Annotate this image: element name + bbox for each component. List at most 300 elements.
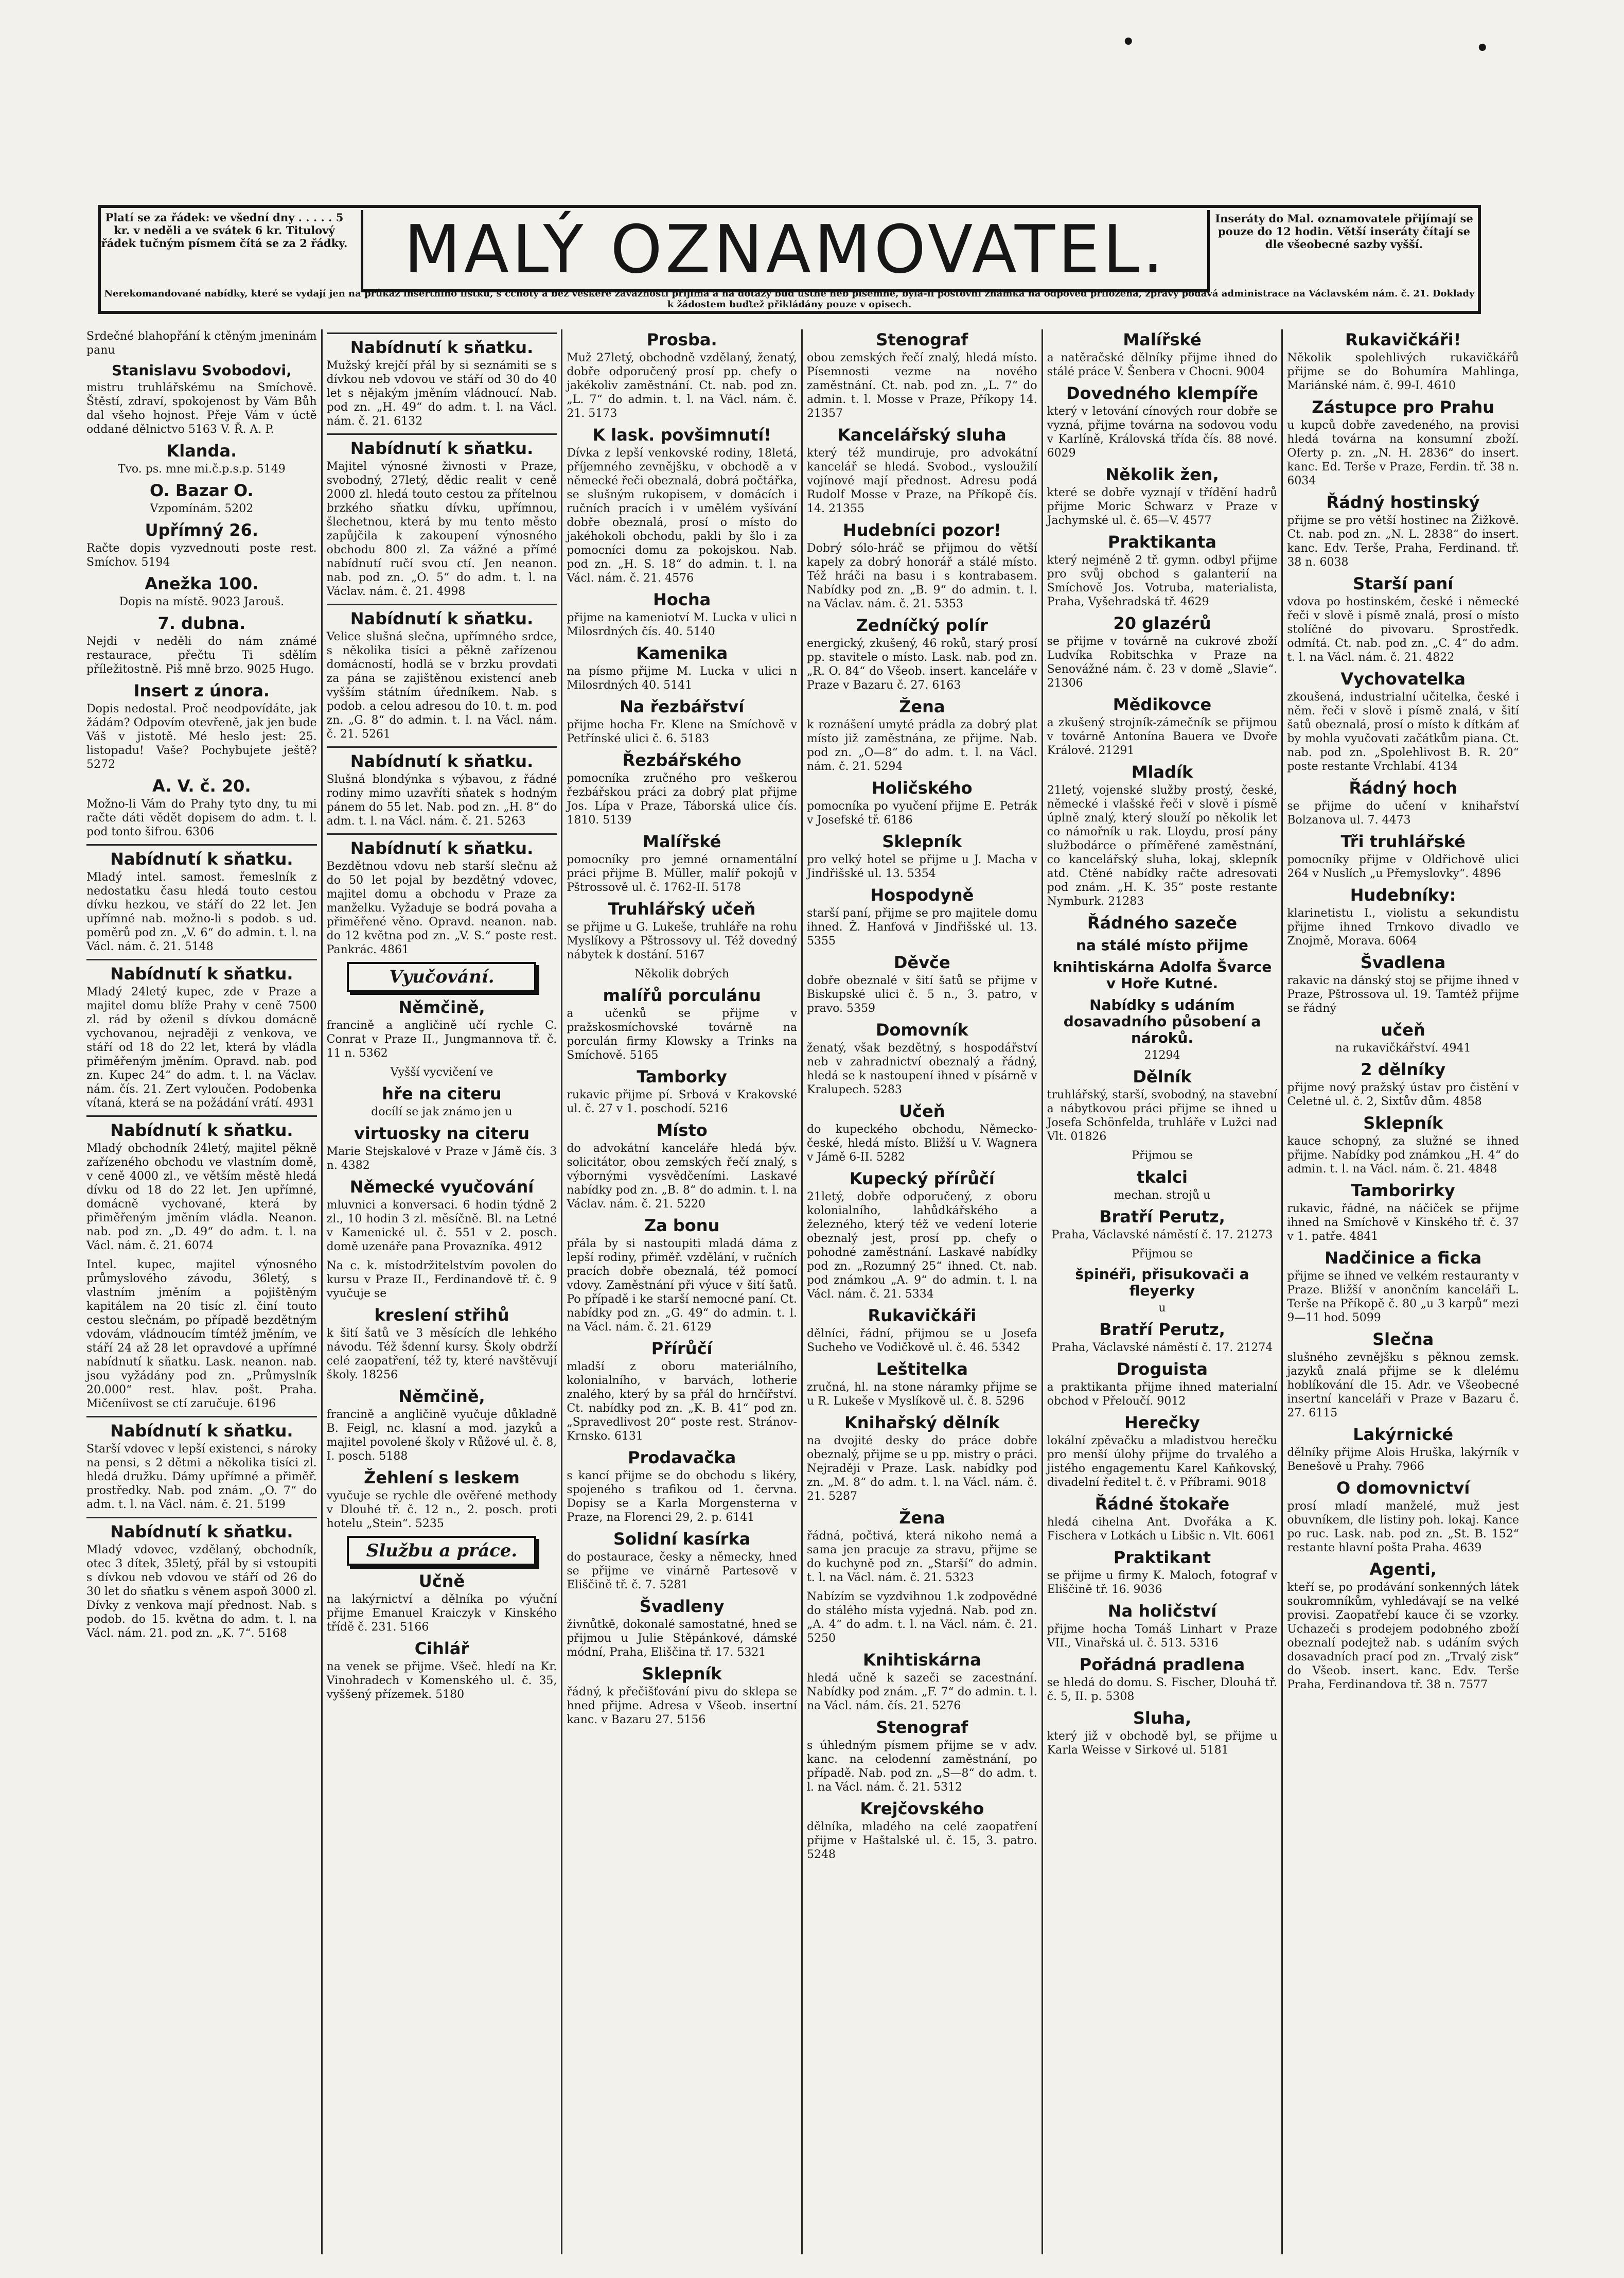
classified-ad — [1047, 1067, 1278, 1144]
classified-ad — [807, 1590, 1037, 1645]
classified-ad — [1047, 1320, 1278, 1355]
ad-heading: Holičského — [872, 778, 973, 798]
ad-text: se přijme u G. Lukeše, truhláře na rohu Myslíkovy a Pštrossovy ul. Též dovedný nábytek k dostání. 5167 — [567, 921, 797, 961]
classified-ad — [807, 1413, 1037, 1503]
classified-ad — [807, 1169, 1037, 1301]
ad-text: řádná, počtivá, která nikoho nemá a sama jen pracuje za stravu, přijme se do kuchyně pod zn. „Starší“ do admin. t. l. na Václ. nám. č. 21. 5323 — [807, 1530, 1037, 1584]
ad-text: pro velký hotel se přijme u J. Macha v Jindřišské ul. 13. 5354 — [807, 853, 1037, 880]
ad-heading: Krejčovského — [860, 1799, 984, 1818]
classified-ad — [807, 1651, 1037, 1713]
ad-heading: Nabídnutí k sňatku. — [110, 1421, 293, 1441]
classified-ad — [1047, 695, 1278, 758]
ad-text: s úhledným písmem přijme se v adv. kanc. na celodenní zaměstnání, po případě. Nab. pod zn. „S—8“ do adm. t. l. na Václ. nám. č. 21. 5312 — [807, 1739, 1037, 1794]
ad-heading: Cihlář — [414, 1639, 469, 1658]
ad-heading: Nabídnutí k sňatku. — [110, 1522, 293, 1541]
ad-heading: Učně — [418, 1571, 465, 1591]
classified-ad — [567, 986, 797, 1062]
ad-column — [803, 329, 1043, 2254]
ad-text: přála by si nastoupiti mladá dáma z lepší rodiny, přiměř. vzdělání, v ručních pracích dobře obeznalá, též pomocí vdovy. Zaměstnání při výuce v šití šatů. Po případě i ke starší nemocné paní. Ct. nabídky pod zn. „G. 49“ do admin. t. l. na Václ. nám. č. 21. 6129 — [567, 1237, 797, 1334]
ad-heading: Herečky — [1124, 1413, 1201, 1432]
classified-ad — [327, 1124, 557, 1172]
classified-ad — [567, 330, 797, 420]
ad-heading: Nabídky s udáním dosavadního působení a nároků. — [1063, 996, 1261, 1046]
ad-heading: špinéři, přisukovači a fleyerky — [1075, 1266, 1249, 1299]
ad-text: Několik spolehlivých rukavičkářů přijme se do Bohumíra Mahlinga, Mariánské nám. č. 99-I. 4610 — [1287, 352, 1519, 392]
classified-ad — [327, 338, 557, 428]
ad-heading: Žehlení s leskem — [364, 1468, 520, 1487]
ad-text: Praha, Václavské náměstí č. 17. 21273 — [1051, 1229, 1273, 1241]
ad-text: a učenků se přijme v pražskosmíchovské továrně na porculán firmy Klowsky a Trinks na Smíchově. 5165 — [567, 1007, 797, 1062]
ad-text: u — [1158, 1302, 1166, 1315]
classified-ad — [807, 1306, 1037, 1355]
classified-ad — [807, 1360, 1037, 1408]
classified-ad — [1287, 1249, 1519, 1325]
ad-text: dobře obeznalé v šití šatů se přijme v Biskupské ulici č. 5 n., 3. patro, v pravo. 5359 — [807, 974, 1037, 1015]
classified-ad — [1287, 670, 1519, 774]
classified-ad — [1287, 1114, 1519, 1176]
ad-heading: Kamenika — [636, 643, 728, 663]
ad-heading: Hospodyně — [870, 885, 974, 905]
ad-text: pomocníky přijme v Oldřichově ulici 264 v Nuslích „u Přemyslovky“. 4896 — [1287, 853, 1519, 880]
ad-text: Praha, Václavské náměstí č. 17. 21274 — [1051, 1341, 1273, 1354]
ad-heading: Bratří Perutz, — [1099, 1207, 1225, 1226]
ad-text: a praktikanta přijme ihned materialní obchod v Přeloučí. 9012 — [1047, 1381, 1278, 1408]
ad-heading: Nabídnutí k sňatku. — [110, 849, 293, 869]
ad-heading: Hocha — [653, 590, 711, 609]
classified-ad — [327, 1639, 557, 1702]
classified-ad — [327, 752, 557, 828]
ad-heading: Rukavičkáři — [868, 1306, 977, 1325]
ad-text: Dobrý sólo-hráč se přijmou do větší kapely za dobrý honorář a stálé místo. Též hráči na basu i s kontrabasem. Nabídky pod zn. „B. 9“ do admin. t. l. na Václav. nám. č. 21. 5353 — [807, 542, 1037, 610]
classified-ad — [567, 644, 797, 692]
classified-ad — [86, 1258, 317, 1411]
classified-ad — [807, 330, 1037, 420]
classified-ad — [327, 609, 557, 741]
corner-mark-top: • — [1122, 30, 1135, 54]
ad-text: obou zemských řečí znalý, hledá místo. Písemnosti vezme na nového zaměstnání. Ct. nab. pod zn. „L. 7“ do admin. t. l. Mosse v Praze, Příkopy 14. 21357 — [807, 352, 1037, 420]
ad-divider — [327, 332, 557, 334]
ad-heading: Starší paní — [1353, 574, 1454, 593]
classified-ad — [86, 965, 317, 1110]
ad-heading: Švadleny — [639, 1597, 725, 1616]
classified-ad — [567, 590, 797, 639]
classified-ad — [1287, 1560, 1519, 1692]
classified-ad — [327, 1065, 557, 1079]
classified-ad — [567, 1339, 797, 1443]
ad-heading: Insert z února. — [133, 681, 270, 700]
classified-ad — [1047, 533, 1278, 609]
ad-text: hledá cihelna Ant. Dvořáka a K. Fischera v Lotkách u Libšic n. Vlt. 6061 — [1047, 1516, 1278, 1543]
classified-ad — [327, 839, 557, 957]
ad-text: 21letý, vojenské služby prostý, české, německé i vlašské řeči v slově i písmě úplně znalý, který slouží po několik let co námořník u rak. Lloydu, prosí pány službodárce o příměřené zaměstnání, co kancelářský sluha, lokaj, sklepník atd. Ctěné nabídky račte adresovati pod znám. „H. K. 35“ poste restante Nymburk. 21283 — [1047, 784, 1278, 908]
ad-text: vdova po hostinském, české i německé řeči v slově i písmě znalá, prosí o místo stolíčné do pivovaru. Sprostředk. odmítá. Ct. nab. pod zn. „C. 4“ do adm. t. l. na Václ. nám. č. 21. 4822 — [1287, 595, 1519, 664]
ad-heading: Žena — [899, 697, 945, 716]
ad-text: který též mundiruje, pro advokátní kancelář se hledá. Svobod., vysloužilí vojínové mají přednost. Adresu podá Rudolf Mosse v Praze, na Příkopě čís. 14. 21355 — [807, 447, 1037, 515]
ad-divider — [327, 833, 557, 835]
ad-heading: Sklepník — [642, 1664, 722, 1684]
ad-heading: Malířské — [642, 832, 721, 851]
classified-ad — [807, 426, 1037, 516]
classified-ad — [567, 1216, 797, 1334]
ad-heading: Nabídnutí k sňatku. — [110, 964, 293, 984]
ad-text: Na c. k. místodržitelstvím povolen do kursu v Praze II., Ferdinandově tř. č. 9 vyučuje se — [326, 1259, 557, 1300]
ad-divider — [86, 959, 317, 960]
ad-column — [1283, 329, 1523, 2254]
classified-ad — [807, 697, 1037, 774]
ad-text: Bezdětnou vdovu neb starší slečnu až do 50 let pojal by bezdětný vdovec, majitel domu a obchodu v Praze za manželku. Vyžaduje se bodrá povaha a přiměřené věno. Opravd. neanon. nab. do 12 května pod zn. „V. S.“ poste rest. Pankrác. 4861 — [326, 860, 557, 956]
ad-heading: Stenograf — [876, 1718, 968, 1737]
ad-text: který již v obchodě byl, se přijme u Karla Weisse v Sirkové ul. 5181 — [1047, 1730, 1278, 1757]
ad-text: přijme hocha Tomáš Linhart v Praze VII., Vinařská ul. č. 513. 5316 — [1047, 1623, 1278, 1650]
ad-text: truhlářský, starší, svobodný, na stavební a nábytkovou práci přijme se ihned u Josefa Schönfelda, truhláře v Lužci nad Vlt. 01826 — [1047, 1089, 1278, 1143]
ad-column — [562, 329, 803, 2254]
classified-ad — [807, 1799, 1037, 1862]
ad-heading: Praktikant — [1113, 1548, 1211, 1567]
ad-text: klarinetistu I., violistu a sekundistu přijme ihned Trnkovo divadlo ve Znojmě, Morava. 6064 — [1287, 907, 1519, 948]
classified-ad — [807, 1021, 1037, 1097]
ad-heading: Hudebníci pozor! — [842, 520, 1001, 540]
ad-text: Mladý vdovec, vzdělaný, obchodník, otec 3 dítek, 35letý, přál by si vstoupiti s dívkou neb vdovou ve stáří od 26 do 30 let do sňatku s věnem aspoň 3000 zl. Dívky z venkova mají přednost. Nab. s podob. do 15. května do adm. t. l. na Václ. nám. 21. pod zn. „K. 7“. 5168 — [86, 1544, 317, 1640]
classified-ad — [1287, 1479, 1519, 1555]
ad-text: Nabízím se vyzdvihnou 1.k zodpovědné do stálého místa vyjedná. Nab. pod zn. „A. 4“ do adm. t. l. na Václ. nám. č. 21. 5250 — [807, 1590, 1037, 1645]
ad-heading: Nabídnutí k sňatku. — [350, 439, 534, 458]
ad-text: který v letování cínových rour dobře se vyzná, přijme továrna na sodovou vodu v Karlíně, Královská třída čís. 88 nové. 6029 — [1047, 405, 1278, 460]
ad-text: Přijmou se — [1132, 1149, 1193, 1162]
ad-text: zkoušená, industrialní učitelka, české i něm. řeči v slově i písmě znalá, v šití šatů obeznalá, prosí o místo k dítkám ať by mohla vyučovati začátkům piana. Ct. nab. pod zn. „Spolehlivost B. R. 20“ poste restante Vrchlabí. 4134 — [1287, 691, 1519, 773]
classified-ad — [1287, 886, 1519, 948]
ad-heading: Mladík — [1131, 762, 1193, 782]
ad-heading: Řádné štokaře — [1095, 1494, 1230, 1514]
ad-text: na písmo přijme M. Lucka v ulici n Milosrdných 40. 5141 — [567, 665, 797, 692]
classified-ad — [807, 1509, 1037, 1585]
classified-ad — [86, 481, 317, 516]
classified-ad — [86, 681, 317, 772]
ad-text: Račte dopis vyzvednouti poste rest. Smíchov. 5194 — [86, 542, 317, 569]
classified-ad — [1287, 574, 1519, 664]
classified-ad — [1287, 330, 1519, 393]
ad-heading: Rukavičkáři! — [1345, 330, 1461, 349]
classified-ad — [1047, 1168, 1278, 1202]
ad-text: k roznášení umyté prádla za dobrý plat místo již zaměstnána, ze přijme. Nab. pod zn. „O—8“ do adm. t. l. na Václ. nám. č. 21. 5294 — [807, 719, 1037, 773]
classified-ad — [86, 1121, 317, 1253]
classified-ad — [807, 521, 1037, 611]
classified-ad — [1047, 1495, 1278, 1543]
corner-mark-right: • — [1476, 36, 1489, 60]
classified-ad — [1047, 1602, 1278, 1650]
ad-heading: na stálé místo přijme — [1076, 937, 1248, 954]
ad-text: Mužský krejčí přál by si seznámiti se s dívkou neb vdovou ve stáří od 30 do 40 let s nějakým jměním vládnoucí. Nab. pod zn. „H. 49“ do adm. t. l. na Václ. nám. č. 21. 6132 — [326, 359, 557, 428]
classified-ad — [327, 1259, 557, 1301]
ad-text: přijme hocha Fr. Klene na Smíchově v Petřínské ulici č. 6. 5183 — [567, 719, 797, 745]
classified-ad — [807, 886, 1037, 948]
ad-text: a natěračské dělníky přijme ihned do stálé práce V. Šenbera v Chocni. 9004 — [1047, 352, 1278, 378]
classified-ad — [1047, 465, 1278, 528]
classified-ad — [1287, 1181, 1519, 1243]
ad-text: pomocníka po vyučení přijme E. Petrák v Josefské tř. 6186 — [807, 800, 1037, 827]
ad-heading: Přírůčí — [651, 1339, 713, 1358]
classified-ad — [567, 1121, 797, 1211]
ad-text: se přijme u firmy K. Maloch, fotograf v Eliščině tř. 16. 9036 — [1047, 1569, 1278, 1596]
ad-text: se hledá do domu. S. Fischer, Dlouhá tř. č. 5, II. p. 5308 — [1047, 1676, 1278, 1703]
classified-ad — [1287, 1330, 1519, 1420]
ad-heading: Knihtiskárna — [862, 1650, 981, 1670]
classified-ad — [1287, 493, 1519, 569]
ad-text: Několik dobrých — [634, 968, 730, 980]
ad-heading: knihtiskárna Adolfa Švarce v Hoře Kutné. — [1052, 958, 1272, 992]
classified-ad — [86, 362, 317, 436]
ad-text: na venek se přijme. Všeč. hledí na Kr. Vinohradech v Komenského ul. č. 35, vyššený přízemek. 5180 — [326, 1660, 557, 1701]
classified-ad — [567, 1530, 797, 1592]
classified-ad — [567, 900, 797, 962]
ad-text: Mladý 24letý kupec, zde v Praze a majitel domu blíže Prahy v ceně 7500 zl. rád by oženil s dívkou domácně vychovanou, nejraději z venkova, ve stáří od 18 do 22 let, která by vládla přiměřeným jměním. Opravd. nab. pod zn. Kupec 24“ do adm. t. l. na Václav. nám. čís. 21. Zert vyloučen. Podobenka vítaná, která se na požádání vrátí. 4931 — [86, 986, 317, 1110]
classified-ad — [1047, 614, 1278, 690]
ad-heading: Kancelářský sluha — [837, 425, 1007, 445]
ad-text: Vzpomínám. 5202 — [150, 502, 254, 515]
ad-divider — [86, 1416, 317, 1417]
ad-text: mladší z oboru materiálního, kolonialního, v barvách, lotherie znalého, který by sa přál do hrnčířství. Ct. nabídky pod zn. „K. B. 41“ pod zn. „Spravedlivost 20“ poste rest. Stránov-Krnsko. 6131 — [567, 1360, 797, 1443]
ad-heading: Tamborky — [637, 1067, 727, 1087]
ad-text: Majitel výnosné živnosti v Praze, svobodný, 27letý, dědic realit v ceně 2000 zl. hledá touto cestou za přítelnou brzkého sňatku dívku, upřímnou, šlechetnou, která by mu tento město zapůjčila k zakoupení výnosného obchodu 800 zl. Za vážné a přímé nabídnutí ručí svou ctí. Jen neanon. nab. pod zn. „O. 5“ do adm. t. l. na Václav. nám. č. 21. 4998 — [326, 460, 557, 598]
ad-text: francině a angličině učí rychle C. Conrat v Praze II., Jungmannova tř. č. 11 n. 5362 — [326, 1019, 557, 1060]
ad-text: na rukavičkářství. 4941 — [1335, 1042, 1471, 1055]
ad-heading: tkalci — [1136, 1167, 1188, 1187]
ad-heading: Lakýrnické — [1353, 1425, 1454, 1444]
ad-text: rakavic na dánský stoj se přijme ihned v Praze, Pštrossova ul. 19. Tamtéž přijme se řádný — [1287, 974, 1519, 1015]
ad-heading: malířů porculánu — [603, 986, 761, 1005]
ad-text: do kupeckého obchodu, Německo-české, hledá místo. Bližší u V. Wagnera v Jámě 6-II. 5282 — [807, 1123, 1037, 1164]
section-heading-box: Vyučování. — [347, 962, 536, 992]
ad-text: ženatý, však bezdětný, s hospodářství neb v zahradnictví obeznalý a řádný, hledá se k nastoupení ihned v písárně v Kralupech. 5283 — [807, 1042, 1037, 1096]
ad-heading: učeň — [1381, 1020, 1425, 1040]
ad-text: přijme se ihned ve velkém restauranty v Praze. Bližší v anončním kanceláři L. Terše na Příkopě č. 80 „u 3 karpů“ mezi 9—11 hod. 5099 — [1287, 1270, 1519, 1324]
ad-text: mistru truhlářskému na Smíchově. Štěstí, zdraví, spokojenost by Vám Bůh dal všeho hojnost. Přeje Vám v úctě oddané dělnictvo 5163 V. Ř. A. P. — [86, 381, 317, 436]
ad-heading: Pořádná pradlena — [1079, 1655, 1245, 1674]
classified-ad — [86, 574, 317, 609]
ad-heading: Nadčinice a ficka — [1325, 1248, 1482, 1268]
classified-ad — [86, 442, 317, 476]
ad-text: Velice slušná slečna, upřímného srdce, s několika tisíci a pěkně zařízenou domácností, hodlá se v brzku provdati za pána se zajištěnou existencí aneb vyšším státním úředníkem. Nab. s podob. a celou adresou do 10. t. m. pod zn. „G. 8“ do admin. t. l. na Václ. nám. č. 21. 5261 — [326, 630, 557, 741]
ad-text: 21letý, dobře odporučený, z oboru kolonialního, lahůdkářského a železného, který též ve vedení loterie obeznalý jest, prosí pp. chefy o pohodné zaměstnání. Laskavé nabídky pod zn. „Rozumný 25“ ihned. Ct. nab. pod známkou „A. 9“ do admin. t. l. na Václ. nám. č. 21. 5334 — [807, 1190, 1037, 1301]
ad-text: Slušná blondýnka s výbavou, z řádné rodiny mimo uzavříti sňatek s hodným pánem do 55 let. Nab. pod zn. „H. 8“ do adm. t. l. na Václ. nám. č. 21. 5263 — [326, 773, 557, 828]
ad-text: přijme se pro větší hostinec na Žižkově. Ct. nab. pod zn. „N. L. 2838“ do insert. kanc. Edv. Terše, Praha, Ferdinand. tř. 38 n. 6038 — [1287, 514, 1519, 569]
ad-divider — [327, 604, 557, 605]
ad-text: Přijmou se — [1132, 1248, 1193, 1260]
classified-ad — [807, 832, 1037, 881]
ad-divider — [86, 1115, 317, 1117]
ad-text: Mladý obchodník 24letý, majitel pěkně zařízeného obchodu ve vlastním domě, v ceně 4000 zl., ve větším městě hledá dívku od 18 do 22 let. Jen upřímné, domácně vychované, která by přiměřeným jměním vládla. Neanon. nab. pod zn. „D. 49“ do adm. t. l. na Václ. nám. č. 21. 6074 — [86, 1142, 317, 1252]
classified-ad — [1287, 1425, 1519, 1474]
classified-ad — [567, 751, 797, 827]
classified-ad — [1047, 1655, 1278, 1704]
ad-text: zručná, hl. na stone náramky přijme se u R. Lukeše v Myslíkově ul. č. 8. 5296 — [807, 1381, 1037, 1408]
ad-text: a zkušený strojník-zámečník se přijmou v továrně Antonína Bauera ve Dvoře Králové. 21291 — [1047, 716, 1278, 757]
ad-text: Mladý intel. samost. řemeslník z nedostatku času hledá touto cestou dívku hezkou, ve stáří do 22 let. Jen upřímné nab. možno-li s podob. s ud. poměrů pod zn. „V. 6“ do admin. t. l. na Václ. nám. č. 21. 5148 — [86, 871, 317, 953]
ad-divider — [86, 844, 317, 846]
ad-text: starší paní, přijme se pro majitele domu ihned. Ž. Hanfová v Jindřišské ul. 13. 5355 — [807, 907, 1037, 948]
ad-heading: Učeň — [899, 1101, 945, 1121]
ad-text: Možno-li Vám do Prahy tyto dny, tu mi račte dáti vědět dopisem do adm. t. l. pod tonto šifrou. 6306 — [86, 798, 317, 838]
ad-text: rukavic přijme pí. Srbová v Krakovské ul. č. 27 v 1. poschodí. 5216 — [567, 1089, 797, 1115]
ad-heading: Solidní kasírka — [613, 1529, 751, 1549]
ad-text: se přijme do učení v knihařství Bolzanova ul. 7. 4473 — [1287, 800, 1519, 827]
classified-ad — [327, 1306, 557, 1382]
masthead-box — [98, 205, 1481, 314]
ad-text: Tvo. ps. mne mi.č.p.s.p. 5149 — [117, 463, 286, 476]
section-heading-box: Službu a práce. — [347, 1536, 536, 1566]
ad-heading: Klanda. — [166, 441, 237, 461]
ad-text: vyučuje se rychle dle ověřené methody v Dlouhé tř. č. 12 n., 2. posch. proti hotelu „Stein“. 5235 — [326, 1490, 557, 1530]
ad-heading: Nabídnutí k sňatku. — [350, 338, 534, 357]
classified-ad — [86, 614, 317, 676]
ad-heading: Zástupce pro Prahu — [1312, 397, 1495, 417]
ad-heading: K lask. povšimnutí! — [592, 425, 771, 445]
ad-text: na dvojité desky do práce dobře obeznalý, přijme se u pp. mistry o práci. Nejraději v Praze. Lask. nabídky pod zn. „M. 8“ do adm. t. l. na Václ. nám. č. 21. 5287 — [807, 1434, 1037, 1503]
ad-heading: Domovník — [875, 1020, 968, 1040]
classified-ad — [1047, 937, 1278, 954]
ad-heading: Švadlena — [1360, 953, 1446, 972]
ad-heading: kreslení střihů — [374, 1305, 509, 1325]
classified-ad — [807, 1718, 1037, 1794]
ad-text: francině a angličině vyučuje důkladně B. Feigl, nc. klasní a mod. jazyků a majitel povolené školy v Růžové ul. č. 8, I. posch. 5188 — [326, 1408, 557, 1463]
ad-column — [82, 329, 323, 2254]
ad-text: slušného zevnějšku s pěknou zemsk. jazyků znalá přijme se k dlelému hoblíkování dle 15. Adr. ve Všeobecné insertní kanceláři v Praze v Bazaru č. 27. 6115 — [1287, 1351, 1519, 1420]
classified-ad — [86, 329, 317, 357]
classified-ad — [1047, 1709, 1278, 1757]
ad-heading: 20 glazérů — [1113, 614, 1211, 633]
classified-ad — [86, 1522, 317, 1640]
ad-heading: Za bonu — [644, 1216, 720, 1235]
classified-ad — [1047, 1149, 1278, 1163]
ad-column — [323, 329, 563, 2254]
classified-ad — [1047, 997, 1278, 1062]
ad-text: se přijme v továrně na cukrové zboží Ludvíka Robitschka v Praze na Senovážné nám. č. 23 v domě „Slavie“. 21306 — [1047, 635, 1278, 690]
classified-ad — [1047, 1207, 1278, 1242]
ad-heading: Sklepník — [1363, 1113, 1443, 1133]
ad-heading: Dělník — [1133, 1067, 1192, 1087]
classified-ad — [807, 779, 1037, 827]
ad-text: který nejméně 2 tř. gymn. odbyl přijme pro svůj obchod s galanterií na Smíchově Jos. Votruba, materialista, Praha, Vyšehradská tř. 4629 — [1047, 554, 1278, 608]
classified-ad — [1047, 1548, 1278, 1597]
classified-ad — [567, 426, 797, 585]
classified-ad — [327, 1178, 557, 1254]
classified-ad — [807, 953, 1037, 1015]
ad-text: u kupců dobře zavedeného, na provisi hledá továrna na konsumní zboží. Oferty p. zn. „N. H. 2836“ do insert. kanc. Ed. Terše v Praze, Ferdin. tř. 38 n. 6034 — [1287, 419, 1519, 487]
ad-heading: Stanislavu Svobodovi, — [111, 362, 292, 379]
classified-ad — [567, 1067, 797, 1116]
insertion-note: Inseráty do Mal. oznamovatele přijímají se pouze do 12 hodin. Větší inseráty čítají se dle všeobecné sazby vyšší. — [1215, 212, 1473, 251]
ad-heading: Nabídnutí k sňatku. — [110, 1120, 293, 1140]
ad-heading: Řádný hoch — [1349, 778, 1457, 798]
ad-text: živnůtkě, dokonalé samostatné, hned se přijmou u Julie Stěpánkové, dámské módní, Praha, Eliščina tř. 17. 5321 — [567, 1618, 797, 1659]
classified-ad — [567, 697, 797, 746]
ad-text: Marie Stejskalové v Praze v Jámě čís. 3 n. 4382 — [326, 1145, 557, 1172]
ad-text: mluvnici a konversaci. 6 hodin týdně 2 zl., 10 hodin 3 zl. měsíčně. Bl. na Letné v Kamenické ul. č. 551 v 2. posch. domě uzenáře pana Provazníka. 4912 — [326, 1199, 557, 1253]
classified-ad — [327, 1387, 557, 1463]
ad-text: přijme nový pražský ústav pro čistění v Celetné ul. č. 2, Sixtův dům. 4858 — [1287, 1081, 1519, 1108]
ad-text: přijme na kameniotví M. Lucka v ulici n Milosrdných čís. 40. 5140 — [567, 611, 797, 638]
ad-text: 21294 — [1144, 1049, 1180, 1062]
ad-text: Vyšší vycvičení ve — [390, 1066, 493, 1079]
classified-ad — [567, 1664, 797, 1727]
ad-heading: Místo — [656, 1120, 708, 1140]
ad-heading: Řádného sazeče — [1087, 913, 1238, 933]
classified-ad — [1047, 914, 1278, 932]
ad-heading: Bratří Perutz, — [1099, 1320, 1225, 1339]
ad-text: rukavic, řádné, na náčiček se přijme ihned na Smíchově v Kinského tř. č. 37 v 1. patře. 4841 — [1287, 1202, 1519, 1243]
ad-heading: Řezbářského — [622, 750, 742, 770]
classified-ad — [86, 850, 317, 954]
ad-heading: Malířské — [1123, 330, 1202, 349]
ad-text: Nejdi v neděli do nám známé restaurace, přečtu Ti sdělím příležitostně. Piš mně brzo. 9025 Hugo. — [86, 635, 317, 676]
ad-text: Intel. kupec, majitel výnosného průmyslového závodu, 36letý, s vlastním jměním a pojištěným kapitálem na 20 tisíc zl. činí touto cestou slečnám, po případě bezdětným vdovám, vládnoucím tímtéž jměním, ve stáří 24 až 28 let opravdové a upřímné nabídnutí k sňatku. Lask. neanon. nab. jsou vyžádány pod zn. „Průmyslník 20.000“ rest. hlav. pošt. Praha. Mičeníivost se ctí zaručuje. 6196 — [86, 1258, 317, 1410]
ad-text: mechan. strojů u — [1114, 1189, 1211, 1202]
ad-heading: Nabídnutí k sňatku. — [350, 751, 534, 771]
ad-heading: Nabídnutí k sňatku. — [350, 609, 534, 628]
ad-heading: Německé vyučování — [349, 1177, 534, 1197]
classified-ad — [567, 1597, 797, 1659]
classified-ad — [327, 998, 557, 1060]
ad-text: pomocníky pro jemné ornamentální práci přijme B. Müller, malíř pokojů v Pštrossově ul. č. 1762-II. 5178 — [567, 853, 797, 894]
ad-text: které se dobře vyznají v třídění hadrů přijme Moric Schwarz v Praze v Jachymské ul. č. 65—V. 4577 — [1047, 486, 1278, 527]
classified-columns — [82, 329, 1523, 2254]
ad-heading: Tamborirky — [1351, 1181, 1455, 1200]
ad-heading: Droguista — [1117, 1359, 1208, 1379]
masthead-title: MALÝ OZNAMOVATEL. — [361, 210, 1210, 292]
ad-divider — [327, 433, 557, 435]
ad-heading: Kupecký přírůčí — [849, 1169, 995, 1188]
ad-text: do postaurace, česky a německy, hned se přijme ve vinárně Partesově v Eliščině tř. č. 7. 5281 — [567, 1551, 797, 1591]
ad-heading: Zedníčký polír — [856, 616, 988, 635]
ad-text: do advokátní kanceláře hledá býv. solicitátor, obou zemských řečí znalý, s výbornými vysvědčeními. Laskavé nabídky pod zn. „B. 8“ do admin. t. l. na Václav. nám. č. 21. 5220 — [567, 1142, 797, 1211]
classified-ad — [86, 521, 317, 569]
classified-ad — [1287, 398, 1519, 488]
ad-heading: A. V. č. 20. — [152, 776, 251, 796]
ad-heading: O domovnictví — [1336, 1478, 1470, 1498]
ad-text: dělníka, mladého na celé zaopatření přijme v Haštalské ul. č. 15, 3. patro. 5248 — [807, 1820, 1037, 1861]
classified-ad — [1287, 779, 1519, 827]
ad-heading: Němčině, — [398, 1387, 485, 1406]
ad-text: na lakýrnictví a dělníka po výuční přijme Emanuel Kraiczyk v Kinského třídě č. 231. 5166 — [326, 1593, 557, 1634]
ad-heading: Žena — [899, 1508, 945, 1528]
classified-ad — [807, 1102, 1037, 1164]
ad-heading: Praktikanta — [1108, 532, 1216, 552]
ad-text: kauce schopný, za služné se ihned přijme. Nabídky pod známkou „H. 4“ do admin. t. l. na Václ. nám. č. 21. 4848 — [1287, 1135, 1519, 1176]
ad-heading: Anežka 100. — [145, 574, 259, 593]
classified-ad — [567, 832, 797, 895]
classified-ad — [1287, 832, 1519, 881]
ad-heading: hře na citeru — [382, 1084, 502, 1103]
pricing-note: Platí se za řádek: ve všední dny . . . . . 5 kr. v neděli a ve svátek 6 kr. Titulový řádek tučným písmem čítá se za 2 řádky. — [101, 211, 348, 250]
ad-text: hledá učně k sazeči se zacestnání. Nabídky pod znám. „F. 7“ do admin. t. l. na Václ. nám. čís. 21. 5276 — [807, 1672, 1037, 1712]
ad-text: lokální zpěvačku a mladistvou herečku pro menší úlohy přijme do trvalého a jistého engagementu Karel Kaňkovský, divadelní ředitel t. č. v Příbrami. 9018 — [1047, 1434, 1278, 1489]
ad-heading: O. Bazar O. — [150, 481, 254, 500]
classified-ad — [327, 1468, 557, 1531]
ad-heading: Upřímný 26. — [145, 520, 259, 540]
ad-heading: Slečna — [1372, 1329, 1434, 1349]
ad-heading: Tři truhlářské — [1340, 832, 1466, 851]
ad-heading: Agenti, — [1369, 1559, 1437, 1579]
ad-heading: Děvče — [893, 953, 950, 972]
ad-heading: Prodavačka — [628, 1448, 736, 1467]
ad-heading: virtuosky na citeru — [354, 1124, 529, 1143]
ad-divider — [86, 1517, 317, 1518]
classified-ad — [1287, 1021, 1519, 1055]
ad-heading: Dovedného klempíře — [1066, 383, 1259, 403]
classified-ad — [1047, 1266, 1278, 1315]
ad-heading: Prosba. — [646, 330, 717, 349]
ad-heading: Truhlářský učeň — [608, 899, 756, 919]
ad-heading: Leštitelka — [876, 1359, 968, 1379]
